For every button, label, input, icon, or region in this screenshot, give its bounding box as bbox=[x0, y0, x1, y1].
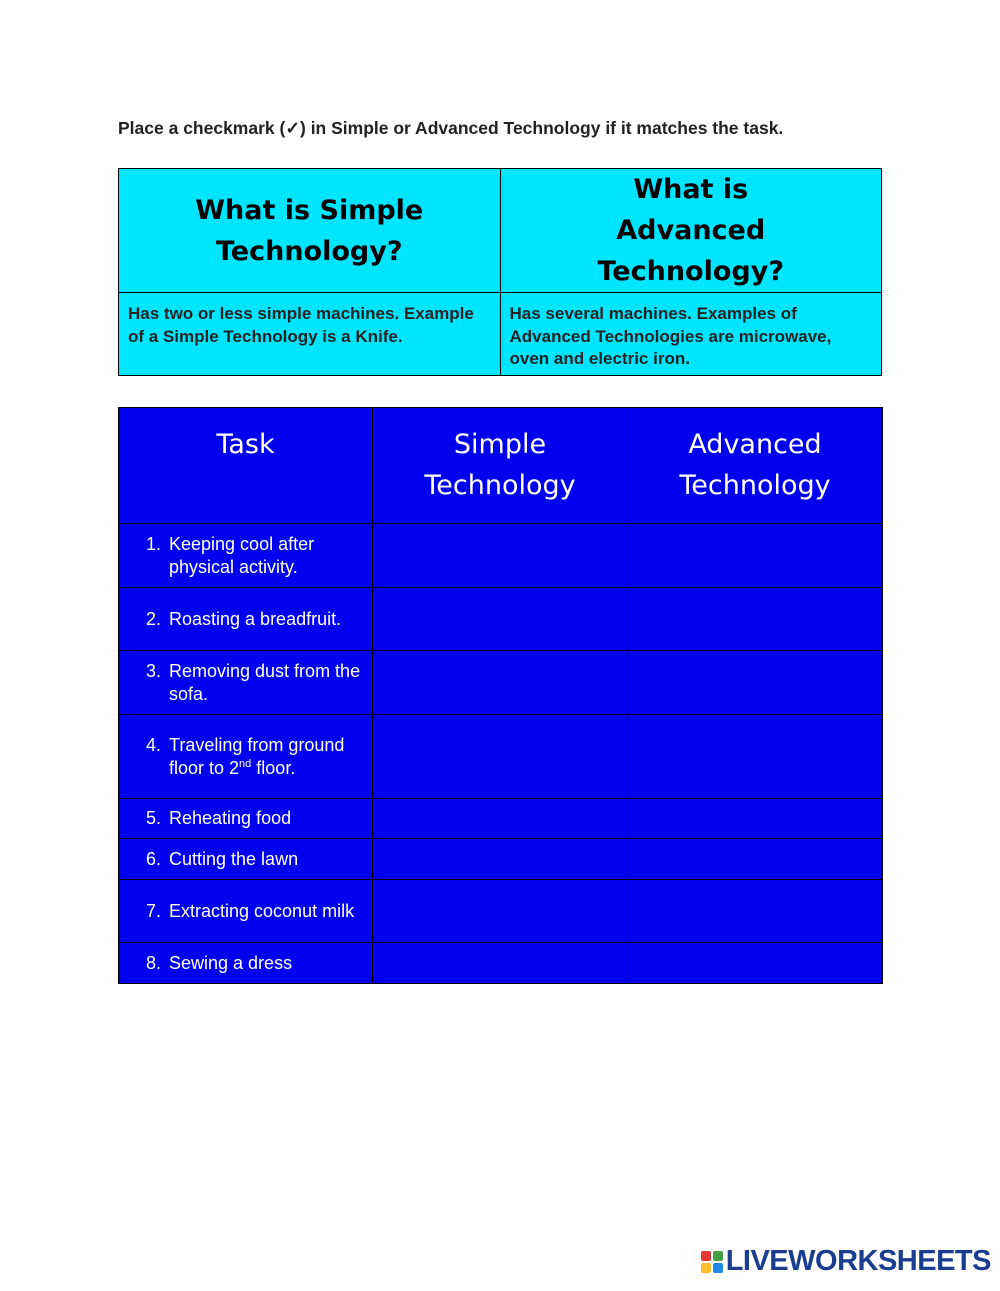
task-row bbox=[119, 715, 883, 799]
simple-technology-check-cell[interactable] bbox=[373, 839, 628, 880]
task-row bbox=[119, 524, 883, 588]
advanced-technology-check-cell[interactable] bbox=[628, 839, 883, 880]
task-table bbox=[118, 407, 883, 984]
task-number: 2. bbox=[145, 608, 161, 629]
liveworksheets-logo-icon bbox=[701, 1251, 723, 1273]
task-cell bbox=[119, 943, 373, 984]
task-number: 4. bbox=[145, 735, 161, 755]
simple-technology-check-cell[interactable] bbox=[373, 715, 628, 799]
simple-technology-check-cell[interactable] bbox=[373, 588, 628, 651]
task-cell bbox=[119, 588, 373, 651]
simple-technology-check-cell[interactable] bbox=[373, 799, 628, 839]
task-text: Traveling from ground floor to 2nd floor. bbox=[169, 735, 345, 778]
task-cell bbox=[119, 524, 373, 588]
logo-square bbox=[713, 1251, 723, 1261]
liveworksheets-logo bbox=[701, 1245, 991, 1278]
liveworksheets-logo-text: LIVEWORKSHEETS bbox=[725, 1245, 991, 1277]
task-cell bbox=[119, 715, 373, 799]
advanced-technology-check-cell[interactable] bbox=[628, 524, 883, 588]
task-row bbox=[119, 588, 883, 651]
task-text: Keeping cool after physical activity. bbox=[169, 534, 315, 577]
simple-technology-column-header: Simple Technology bbox=[373, 408, 628, 524]
advanced-technology-check-cell[interactable] bbox=[628, 880, 883, 943]
task-number: 6. bbox=[145, 848, 161, 869]
logo-square bbox=[701, 1263, 711, 1273]
advanced-technology-column-header: Advanced Technology bbox=[628, 408, 883, 524]
simple-technology-heading: What is Simple Technology? bbox=[119, 169, 501, 293]
simple-technology-check-cell[interactable] bbox=[373, 880, 628, 943]
simple-technology-check-cell[interactable] bbox=[373, 651, 628, 715]
task-cell bbox=[119, 651, 373, 715]
advanced-technology-check-cell[interactable] bbox=[628, 943, 883, 984]
simple-technology-check-cell[interactable] bbox=[373, 524, 628, 588]
task-cell bbox=[119, 880, 373, 943]
definition-table bbox=[118, 168, 882, 376]
simple-technology-definition: Has two or less simple machines. Example of a Simple Technology is a Knife. bbox=[119, 293, 501, 376]
task-number: 3. bbox=[145, 661, 161, 681]
task-text: Reheating food bbox=[169, 808, 292, 829]
task-row bbox=[119, 651, 883, 715]
task-column-header: Task bbox=[119, 408, 373, 524]
task-text: Sewing a dress bbox=[169, 952, 293, 973]
task-number: 8. bbox=[145, 952, 161, 973]
task-row bbox=[119, 799, 883, 839]
task-cell bbox=[119, 839, 373, 880]
task-number: 1. bbox=[145, 534, 161, 554]
task-number: 7. bbox=[145, 900, 161, 921]
task-cell bbox=[119, 799, 373, 839]
advanced-technology-check-cell[interactable] bbox=[628, 799, 883, 839]
advanced-technology-check-cell[interactable] bbox=[628, 651, 883, 715]
instructions-text: Place a checkmark (✓) in Simple or Advanced Technology if it matches the task. bbox=[118, 118, 784, 138]
advanced-technology-check-cell[interactable] bbox=[628, 715, 883, 799]
task-row bbox=[119, 943, 883, 984]
advanced-technology-check-cell[interactable] bbox=[628, 588, 883, 651]
simple-technology-check-cell[interactable] bbox=[373, 943, 628, 984]
logo-square bbox=[701, 1251, 711, 1261]
task-text: Removing dust from the sofa. bbox=[169, 661, 361, 704]
task-text: Cutting the lawn bbox=[169, 848, 299, 869]
task-row bbox=[119, 880, 883, 943]
task-text: Extracting coconut milk bbox=[169, 900, 355, 921]
advanced-technology-heading: What is Advanced Technology? bbox=[500, 169, 882, 293]
task-text: Roasting a breadfruit. bbox=[169, 608, 342, 629]
task-row bbox=[119, 839, 883, 880]
logo-square bbox=[713, 1263, 723, 1273]
advanced-technology-definition: Has several machines. Examples of Advanced Technologies are microwave, oven and electric iron. bbox=[500, 293, 882, 376]
task-number: 5. bbox=[145, 808, 161, 829]
